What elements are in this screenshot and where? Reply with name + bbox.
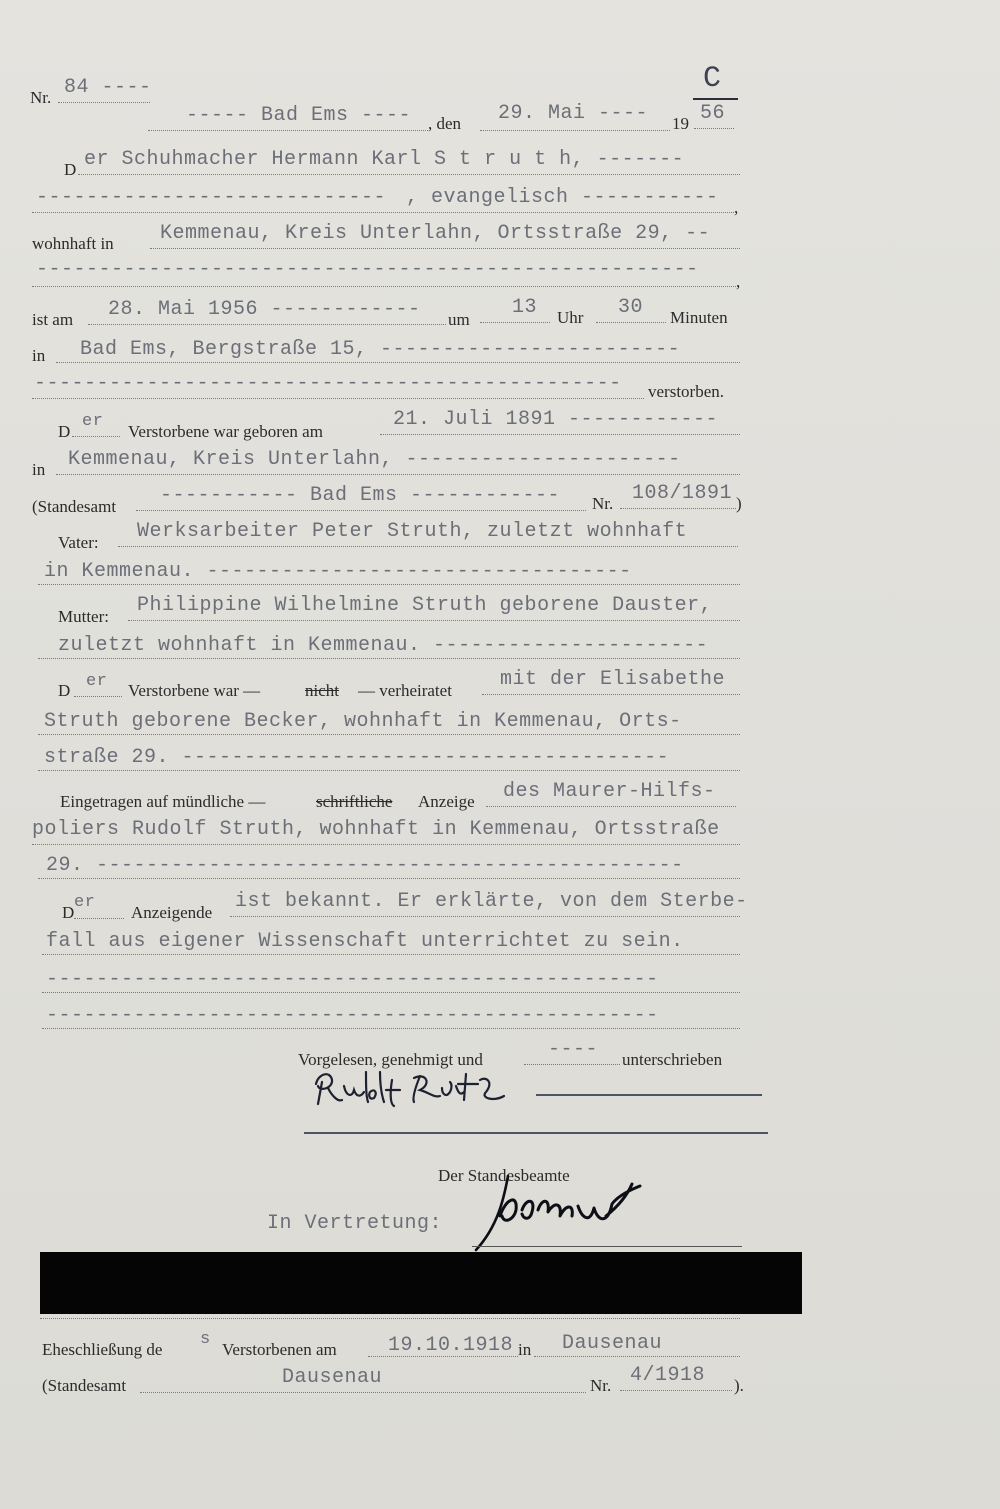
informant-signature: [308, 1062, 528, 1112]
informant-line1-rule: [230, 916, 740, 917]
year-suffix: 56: [700, 102, 726, 125]
verstorben-label: verstorben.: [648, 382, 725, 401]
person-line2-rule: [32, 212, 736, 213]
marital-line1-rule: [482, 694, 740, 695]
person-line1-rule: [78, 174, 740, 175]
marriage-close: ).: [734, 1376, 744, 1395]
vorgelesen-fill: ----: [548, 1038, 599, 1061]
informant-line1: ist bekannt. Er erklärte, von dem Sterbe-: [235, 890, 748, 913]
marriage-nr-rule: [620, 1390, 732, 1391]
registrar-line: [472, 1246, 742, 1247]
birth-standesamt-value: ----------- Bad Ems ------------: [160, 484, 561, 507]
marital-line3: straße 29. ---------------------------------------: [44, 746, 670, 769]
birth-standesamt-label: (Standesamt: [32, 497, 117, 516]
marital-d-label: D: [58, 681, 71, 700]
den-label: , den: [428, 114, 462, 133]
marriage-label: Eheschließung de: [42, 1340, 163, 1359]
redaction-bar: [40, 1252, 802, 1314]
report-line3-rule: [38, 878, 740, 879]
birth-close: ): [736, 494, 742, 513]
death-hour: 13: [512, 296, 538, 319]
verstorbenen-am-label: Verstorbenen am: [222, 1340, 337, 1359]
person-line2b: , evangelisch -----------: [406, 186, 719, 209]
informant-line4-rule: [42, 1028, 740, 1029]
eingetragen-label: Eingetragen auf mündliche —: [60, 792, 266, 811]
birth-date: 21. Juli 1891 ------------: [393, 408, 719, 431]
informant-d-rule: [74, 918, 124, 919]
marriage-nr-label: Nr.: [590, 1376, 612, 1395]
death-place: Bad Ems, Bergstraße 15, ------------------------: [80, 338, 681, 361]
vorgelesen-rule: [524, 1064, 620, 1065]
register-letter: C: [703, 62, 722, 96]
letter-underline: [693, 98, 738, 100]
verstorbene-war: Verstorbene war —: [128, 681, 261, 700]
report-line3: 29. -----------------------------------------------: [46, 854, 684, 877]
um-label: um: [448, 310, 470, 329]
informant-d-suffix: er: [74, 893, 96, 912]
year-prefix: 19: [672, 114, 689, 133]
death-minute: 30: [618, 296, 644, 319]
birth-place-rule: [56, 474, 740, 475]
marital-d-suffix: er: [86, 672, 108, 691]
minuten-label: Minuten: [670, 308, 728, 327]
death-date: 28. Mai 1956 ------------: [108, 298, 421, 321]
report-line1-rule: [486, 806, 736, 807]
vater-label: Vater:: [58, 533, 99, 552]
marriage-date: 19.10.1918: [388, 1334, 514, 1357]
mutter-label: Mutter:: [58, 607, 109, 626]
verheiratet-label: — verheiratet: [358, 681, 452, 700]
standesbeamte-label: Der Standesbeamte: [438, 1166, 570, 1185]
redaction-rule: [40, 1318, 740, 1319]
report-line2-rule: [32, 844, 740, 845]
marriage-date-rule: [368, 1356, 518, 1357]
wohnhaft-rule: [150, 248, 740, 249]
marriage-suffix: s: [200, 1330, 211, 1349]
birth-d-rule: [72, 436, 120, 437]
marriage-standesamt-label: (Standesamt: [42, 1376, 127, 1395]
marriage-place-rule: [534, 1356, 740, 1357]
death-date-rule: [88, 324, 446, 325]
death-place-line2: -----------------------------------------------: [34, 372, 622, 395]
person-line2-end: ,: [734, 198, 739, 217]
father-line2-rule: [38, 584, 740, 585]
report-line2: poliers Rudolf Struth, wohnhaft in Kemmenau, Ortsstraße: [32, 818, 720, 841]
wohnhaft-line2: -----------------------------------------------------: [36, 258, 699, 281]
nicht-struck: nicht: [305, 681, 339, 700]
father-line1-rule: [118, 546, 738, 547]
marriage-in-label: in: [518, 1340, 532, 1359]
anzeige-label: Anzeige: [418, 792, 475, 811]
informant-line3-rule: [42, 992, 740, 993]
mother-line1-rule: [128, 620, 740, 621]
birth-place: Kemmenau, Kreis Unterlahn, ----------------------: [68, 448, 681, 471]
anzeigende-label: Anzeigende: [131, 903, 213, 922]
wohnhaft-value: Kemmenau, Kreis Unterlahn, Ortsstraße 29, --: [160, 222, 711, 245]
birth-in-label: in: [32, 460, 46, 479]
birth-nr-rule: [620, 508, 736, 509]
marital-line2: Struth geborene Becker, wohnhaft in Kemmenau, Orts-: [44, 710, 682, 733]
marriage-standesamt-value: Dausenau: [282, 1366, 383, 1389]
birth-date-rule: [380, 434, 740, 435]
informant-line2: fall aus eigener Wissenschaft unterrichtet zu sein.: [46, 930, 684, 953]
death-in-label: in: [32, 346, 46, 365]
informant-line2-rule: [42, 954, 740, 955]
signature-line-1: [536, 1094, 762, 1096]
signature-line-2: [304, 1132, 768, 1134]
hour-rule: [480, 322, 550, 323]
uhr-label: Uhr: [557, 308, 584, 327]
mother-line2: zuletzt wohnhaft in Kemmenau. ----------------------: [58, 634, 709, 657]
header-place: ----- Bad Ems ----: [186, 104, 412, 127]
person-line1: er Schuhmacher Hermann Karl S t r u t h, -------: [84, 148, 685, 171]
minute-rule: [596, 322, 666, 323]
birth-nr-value: 108/1891: [632, 482, 733, 505]
marriage-standesamt-rule: [140, 1392, 586, 1393]
header-date: 29. Mai ----: [498, 102, 649, 125]
mother-line2-rule: [38, 658, 740, 659]
informant-d-label: D: [62, 903, 75, 922]
nr-value: 84 ----: [64, 76, 152, 99]
nr-line: [58, 102, 150, 103]
birth-d-suffix: er: [82, 412, 104, 431]
marital-d-rule: [74, 696, 122, 697]
marital-line1: mit der Elisabethe: [500, 668, 726, 691]
birth-nr-label: Nr.: [592, 494, 614, 513]
wohnhaft-line2-rule: [32, 286, 736, 287]
informant-line4: -------------------------------------------------: [46, 1004, 659, 1027]
year-line: [694, 128, 734, 129]
registrar-signature: [470, 1158, 650, 1254]
report-line1: des Maurer-Hilfs-: [503, 780, 716, 803]
death-place-line2-rule: [32, 398, 644, 399]
birth-d-label: D: [58, 422, 71, 441]
marital-line2-rule: [38, 734, 740, 735]
informant-line3: -------------------------------------------------: [46, 968, 659, 991]
marriage-nr-value: 4/1918: [630, 1364, 706, 1387]
nr-label: Nr.: [30, 88, 52, 107]
wohnhaft-label: wohnhaft in: [32, 234, 114, 253]
death-place-rule: [56, 362, 740, 363]
mother-line1: Philippine Wilhelmine Struth geborene Dauster,: [137, 594, 713, 617]
marriage-place: Dausenau: [562, 1332, 663, 1355]
person-d-label: D: [64, 160, 77, 179]
father-line2: in Kemmenau. ----------------------------------: [44, 560, 632, 583]
vorgelesen-label: Vorgelesen, genehmigt und: [298, 1050, 483, 1069]
place-line: [148, 130, 428, 131]
person-line2a: ----------------------------: [36, 186, 387, 209]
geboren-label: Verstorbene war geboren am: [128, 422, 323, 441]
birth-standesamt-rule: [136, 510, 586, 511]
wohnhaft-end: ,: [736, 272, 741, 291]
date-line: [480, 130, 670, 131]
unterschrieben-label: unterschrieben: [622, 1050, 723, 1069]
vertretung-label: In Vertretung:: [267, 1212, 443, 1235]
ist-am-label: ist am: [32, 310, 74, 329]
schriftliche-struck: schriftliche: [316, 792, 393, 811]
marital-line3-rule: [38, 770, 740, 771]
father-line1: Werksarbeiter Peter Struth, zuletzt wohnhaft: [137, 520, 688, 543]
